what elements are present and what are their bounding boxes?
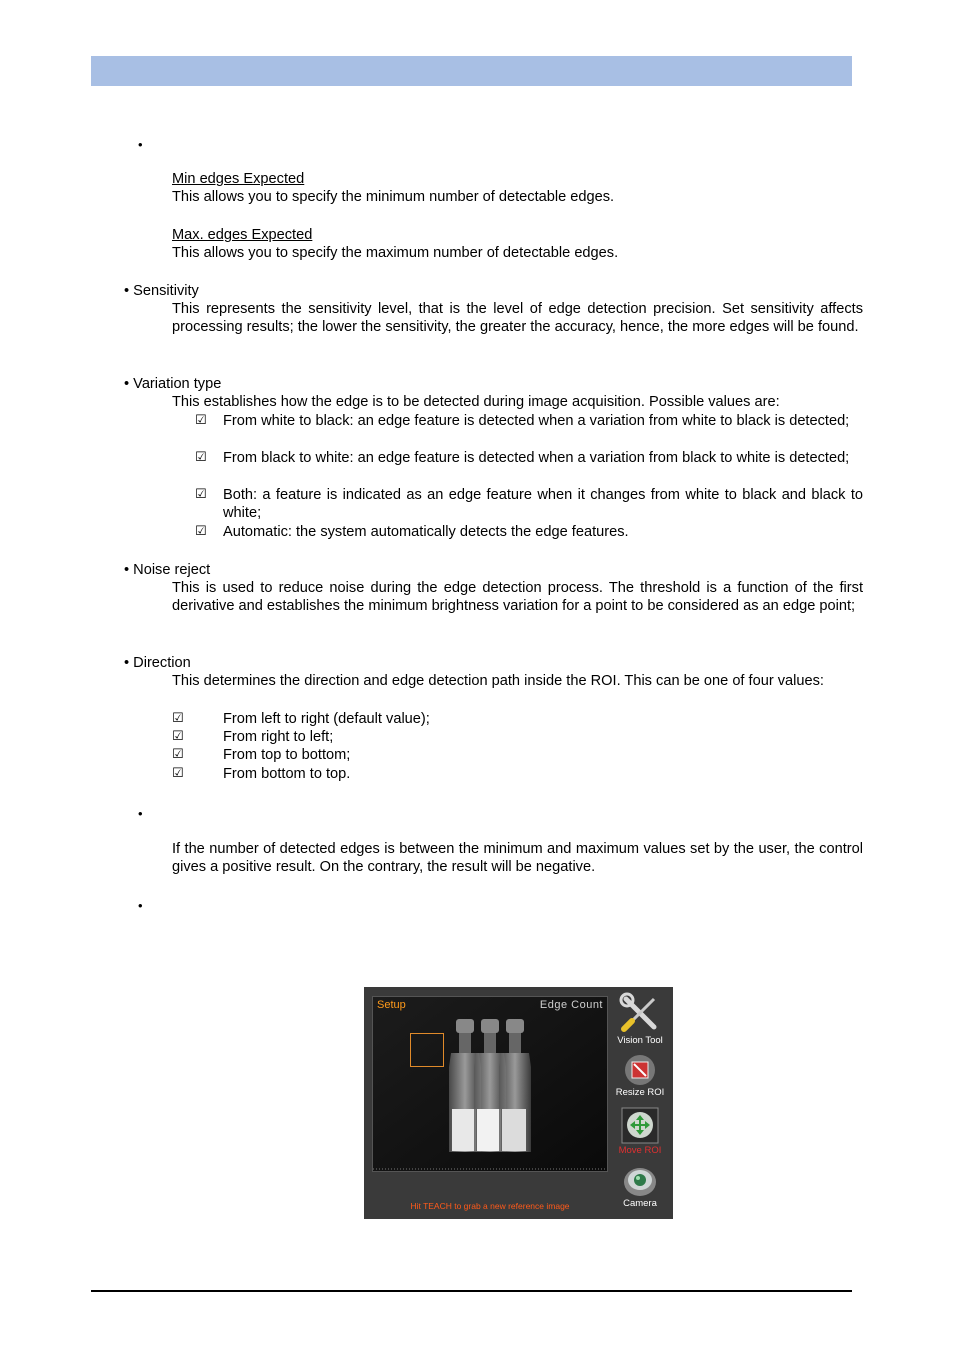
resize-icon	[623, 1053, 657, 1087]
camera-image	[373, 997, 607, 1171]
wrench-screwdriver-icon	[618, 991, 662, 1035]
direction-desc: This determines the direction and edge detection path inside the ROI. This can be one of four values:	[172, 673, 824, 689]
camera-label: Camera	[623, 1198, 657, 1209]
checkbox-icon: ☑	[195, 524, 207, 539]
roi-box[interactable]	[410, 1033, 444, 1067]
camera-button[interactable]	[610, 1164, 670, 1209]
noise-desc: This is used to reduce noise during the edge detection process. The threshold is a function of the first derivative and establishes the minimum brightness variation for a point to be considered as an edge point;	[172, 580, 863, 615]
camera-icon	[622, 1164, 658, 1198]
sensitivity-title: • Sensitivity	[124, 283, 199, 299]
camera-view	[372, 996, 608, 1172]
footer-rule	[91, 1290, 852, 1292]
bullet-edges: •	[138, 137, 143, 152]
sensitivity-desc: This represents the sensitivity level, that is the level of edge detection precision. Set sensitivity affects processing results; the lower the sensitivity, the greater the accuracy, hence, the more edges will be found.	[172, 301, 863, 336]
bullet-last: •	[138, 898, 143, 913]
bullet-result: •	[138, 806, 143, 821]
edge-count-screenshot	[364, 987, 673, 1219]
direction-item-text: From bottom to top.	[223, 766, 351, 782]
result-desc: If the number of detected edges is between the minimum and maximum values set by the user, the control gives a positive result. On the contrary, the result will be negative.	[172, 841, 863, 876]
max-edges-desc: This allows you to specify the maximum number of detectable edges.	[172, 245, 619, 261]
direction-item-text: From left to right (default value);	[223, 711, 430, 727]
status-message: Hit TEACH to grab a new reference image	[410, 1201, 570, 1211]
variation-item-text: From black to white: an edge feature is detected when a variation from black to white is detected;	[223, 450, 850, 466]
checkbox-icon: ☑	[195, 487, 207, 502]
checkbox-icon: ☑	[172, 747, 184, 762]
edge-count-label: Edge Count	[539, 999, 603, 1011]
setup-label: Setup	[377, 999, 406, 1011]
min-edges-title: Min edges Expected	[172, 171, 305, 187]
direction-item-text: From top to bottom;	[223, 747, 351, 763]
variation-item-text: From white to black: an edge feature is detected when a variation from white to black is detected;	[223, 413, 850, 429]
resize-roi-label: Resize ROI	[615, 1087, 665, 1098]
max-edges-title: Max. edges Expected	[172, 227, 313, 243]
move-roi-button[interactable]	[610, 1107, 670, 1156]
checkbox-icon: ☑	[172, 711, 184, 726]
checkbox-icon: ☑	[172, 766, 184, 781]
move-icon	[620, 1107, 660, 1145]
variation-title: • Variation type	[124, 376, 222, 392]
page-header-bar	[91, 56, 852, 86]
variation-item-text: Automatic: the system automatically detects the edge features.	[223, 524, 629, 540]
checkbox-icon: ☑	[195, 450, 207, 465]
min-edges-desc: This allows you to specify the minimum number of detectable edges.	[172, 189, 615, 205]
noise-title: • Noise reject	[124, 562, 211, 578]
vision-tool-button[interactable]	[610, 991, 670, 1046]
direction-item-text: From right to left;	[223, 729, 334, 745]
variation-item-text: Both: a feature is indicated as an edge feature when it changes from white to black and black to white;	[223, 487, 863, 522]
resize-roi-button[interactable]	[610, 1053, 670, 1098]
direction-title: • Direction	[124, 655, 191, 671]
checkbox-icon: ☑	[195, 413, 207, 428]
variation-desc: This establishes how the edge is to be detected during image acquisition. Possible values are:	[172, 394, 780, 410]
move-roi-label: Move ROI	[618, 1145, 662, 1156]
vision-tool-label: Vision Tool	[617, 1035, 663, 1046]
checkbox-icon: ☑	[172, 729, 184, 744]
